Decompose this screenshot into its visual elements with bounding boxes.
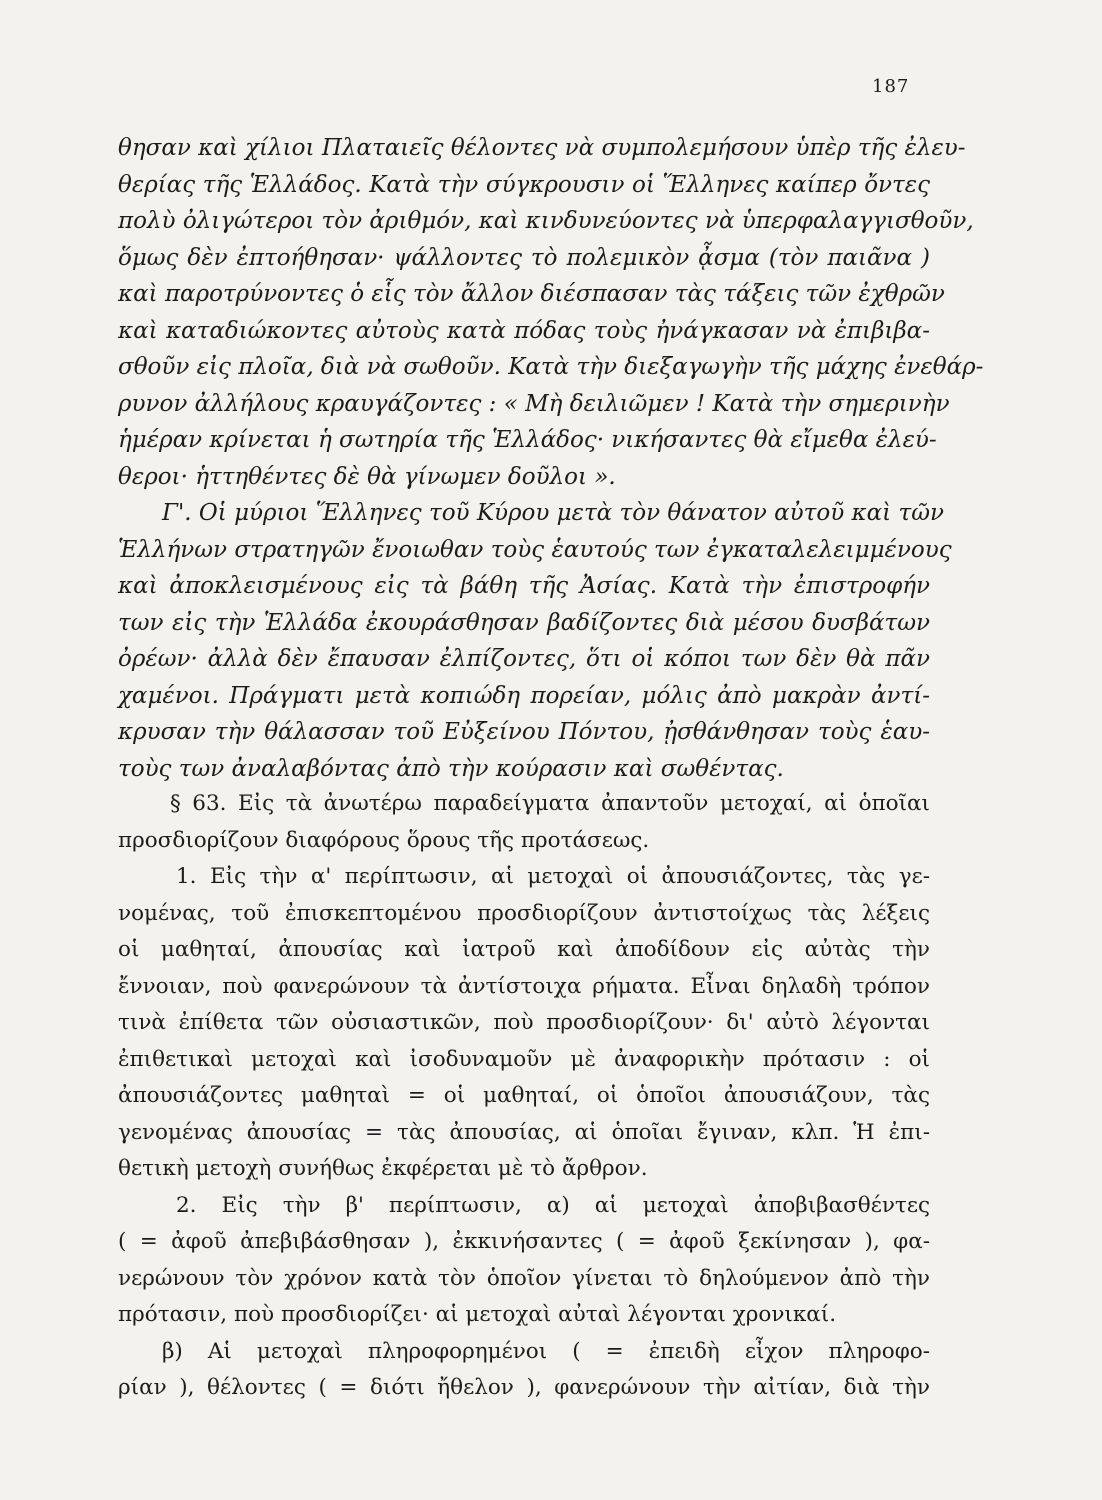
text-line: κρυσαν τὴν θάλασσαν τοῦ Εὐξείνου Πόντου, ᾐσθάνθησαν τοὺς ἑαυ- (118, 719, 930, 745)
text-line: ἀπουσιάζοντες μαθηταὶ = οἱ μαθηταί, οἱ ὁποῖοι ἀπουσιάζουν, τὰς (118, 1083, 930, 1108)
explanation-passage (118, 786, 930, 1407)
text-line: νομένας, τοῦ ἐπισκεπτομένου προσδιορίζουν ἀντιστοίχως τὰς λέξεις (118, 900, 930, 926)
text-line: καὶ παροτρύνοντες ὁ εἷς τὸν ἄλλον διέσπασαν τὰς τάξεις τῶν ἐχθρῶν (118, 281, 945, 307)
text-line: πρότασιν, ποὺ προσδιορίζει· αἱ μετοχαὶ αὐταὶ λέγονται χρονικαί. (118, 1302, 837, 1327)
text-line: καὶ καταδιώκοντες αὐτοὺς κατὰ πόδας τοὺς ἠνάγκασαν νὰ ἐπιβιβα- (118, 317, 930, 344)
paragraph-plataea (118, 130, 984, 495)
paragraph-ten-thousand (118, 495, 952, 787)
text-line: θησαν καὶ χίλιοι Πλαταιεῖς θέλοντες νὰ συμπολεμήσουν ὑπὲρ τῆς ἐλευ- (118, 135, 966, 161)
text-line: γενομένας ἀπουσίας = τὰς ἀπουσίας, αἱ ὁποῖαι ἔγιναν, κλπ. Ἡ ἐπι- (118, 1119, 930, 1145)
text-line: θερίας τῆς Ἑλλάδος. Κατὰ τὴν σύγκρουσιν οἱ Ἕλληνες καίπερ ὄντες (118, 171, 930, 198)
item-2b (118, 1334, 930, 1407)
text-line: ὅμως δὲν ἐπτοήθησαν· ψάλλοντες τὸ πολεμικὸν ᾆσμα (τὸν παιᾶνα ) (118, 244, 930, 271)
section-heading-line: § 63. Εἰς τὰ ἀνωτέρω παραδείγματα ἀπαντοῦν μετοχαί, αἱ ὁποῖαι (170, 791, 930, 816)
text-line: προσδιορίζουν διαφόρους ὅρους τῆς προτάσεως. (118, 827, 650, 853)
text-line: Ἑλλήνων στρατηγῶν ἔνοιωθαν τοὺς ἑαυτούς των ἐγκαταλελειμμένους (118, 536, 952, 563)
text-line: β) Αἱ μετοχαὶ πληροφορημένοι ( = ἐπειδὴ εἶχον πληροφο- (162, 1338, 930, 1364)
text-line: θετικὴ μετοχὴ συνήθως ἐκφέρεται μὲ τὸ ἄρθρον. (118, 1156, 648, 1181)
text-line: ὀρέων· ἀλλὰ δὲν ἔπαυσαν ἐλπίζοντες, ὅτι οἱ κόποι των δὲν θὰ πᾶν (118, 646, 930, 672)
text-line: των εἰς τὴν Ἑλλάδα ἐκουράσθησαν βαδίζοντες διὰ μέσου δυσβάτων (118, 609, 930, 636)
text-line: ρίαν ), θέλοντες ( = διότι ἤθελον ), φανερώνουν τὴν αἰτίαν, διὰ τὴν (118, 1375, 930, 1400)
item-1 (118, 859, 930, 1188)
text-line: χαμένοι. Πράγματι μετὰ κοπιώδη πορείαν, μόλις ἀπὸ μακρὰν ἀντί- (118, 682, 930, 709)
text-line: ( = ἀφοῦ ἀπεβιβάσθησαν ), ἐκκινήσαντες ( = ἀφοῦ ξεκίνησαν ), φα- (118, 1229, 930, 1254)
text-line: θεροι· ἡττηθέντες δὲ θὰ γίνωμεν δοῦλοι ». (118, 463, 616, 490)
section-63 (118, 786, 930, 859)
text-line: οἱ μαθηταί, ἀπουσίας καὶ ἰατροῦ καὶ ἀποδίδουν εἰς αὐτὰς τὴν (118, 937, 930, 962)
text-line: ἐπιθετικαὶ μετοχαὶ καὶ ἰσοδυναμοῦν μὲ ἀναφορικὴν πρότασιν : οἱ (118, 1046, 930, 1072)
text-line: τοὺς των ἀναλαβόντας ἀπὸ τὴν κούρασιν καὶ σωθέντας. (118, 755, 784, 782)
text-line: ἡμέραν κρίνεται ἡ σωτηρία τῆς Ἑλλάδος· νικήσαντες θὰ εἴμεθα ἐλεύ- (118, 427, 937, 453)
item-2 (118, 1188, 930, 1334)
text-line: 2. Εἰς τὴν β' περίπτωσιν, α) αἱ μετοχαὶ ἀποβιβασθέντες (176, 1192, 930, 1218)
page-number: 187 (872, 76, 910, 97)
text-line: ρυνον ἀλλήλους κραυγάζοντες : « Μὴ δειλιῶμεν ! Κατὰ τὴν σημερινὴν (118, 390, 950, 417)
text-line: 1. Εἰς τὴν α' περίπτωσιν, αἱ μετοχαὶ οἱ ἀπουσιάζοντες, τὰς γε- (176, 864, 930, 889)
text-line: νερώνουν τὸν χρόνον κατὰ τὸν ὁποῖον γίνεται τὸ δηλούμενον ἀπὸ τὴν (118, 1265, 930, 1291)
text-line: πολὺ ὀλιγώτεροι τὸν ἀριθμόν, καὶ κινδυνεύοντες νὰ ὑπερφαλαγγισθοῦν, (118, 208, 974, 234)
text-line: σθοῦν εἰς πλοῖα, διὰ νὰ σωθοῦν. Κατὰ τὴν διεξαγωγὴν τῆς μάχης ἐνεθάρ- (118, 354, 984, 380)
text-line: Γ'. Οἱ μύριοι Ἕλληνες τοῦ Κύρου μετὰ τὸν θάνατον αὐτοῦ καὶ τῶν (162, 500, 944, 526)
text-line: καὶ ἀποκλεισμένους εἰς τὰ βάθη τῆς Ἀσίας. Κατὰ τὴν ἐπιστροφήν (118, 573, 930, 599)
text-line: ἔννοιαν, ποὺ φανερώνουν τὰ ἀντίστοιχα ρήματα. Εἶναι δηλαδὴ τρόπον (118, 973, 930, 999)
text-line: τινὰ ἐπίθετα τῶν οὐσιαστικῶν, ποὺ προσδιορίζουν· δι' αὐτὸ λέγονται (118, 1010, 930, 1035)
examples-passage (118, 130, 984, 787)
